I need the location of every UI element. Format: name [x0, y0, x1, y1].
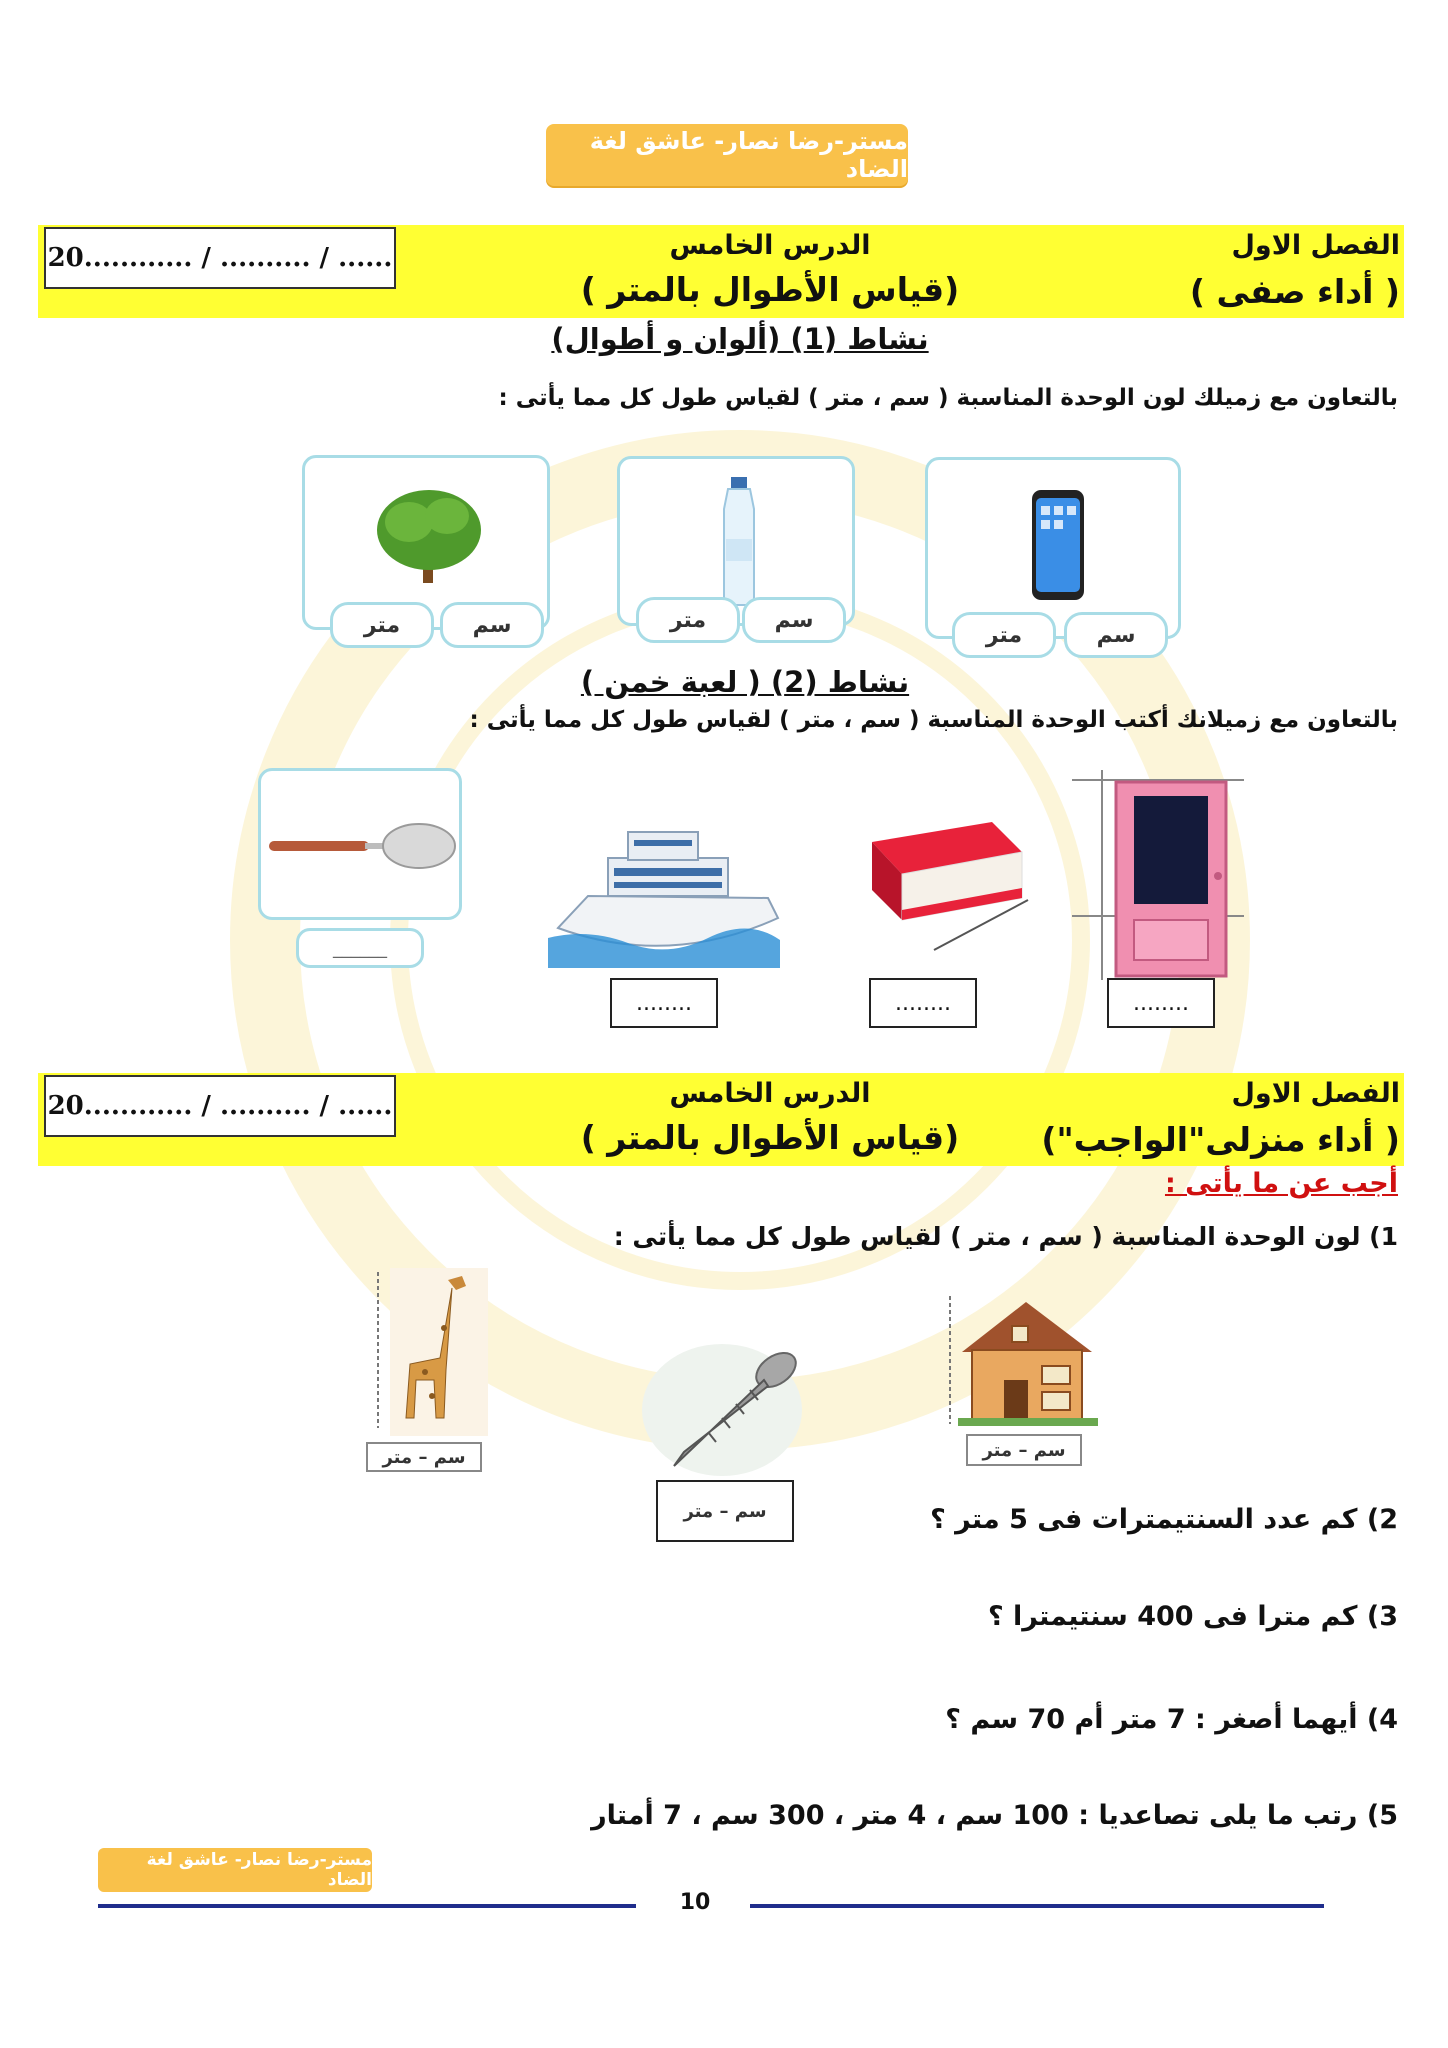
- phone-option-cm[interactable]: سم: [1064, 612, 1168, 658]
- house-unit-label[interactable]: سم – متر: [966, 1434, 1082, 1466]
- tree-option-meter[interactable]: متر: [330, 602, 434, 648]
- homework-type: ( أداء منزلى"الواجب"): [1041, 1120, 1400, 1159]
- house-icon: [942, 1296, 1098, 1426]
- door-answer-box[interactable]: ........: [1107, 978, 1215, 1028]
- door-icon: [1072, 770, 1244, 980]
- ship-icon: [548, 818, 780, 968]
- bottle-option-cm[interactable]: سم: [742, 597, 846, 643]
- homework-lesson: الدرس الخامس: [669, 1078, 871, 1109]
- question-5: 5) رتب ما يلى تصاعديا : 100 سم ، 4 متر ، 300 سم ، 7 أمتار: [591, 1800, 1398, 1831]
- author-badge: مستر-رضا نصار- عاشق لغة الضاد: [546, 124, 908, 186]
- spoon-card: [258, 768, 462, 920]
- screw-icon: [640, 1340, 804, 1480]
- phone-option-meter[interactable]: متر: [952, 612, 1056, 658]
- activity2-instruction: بالتعاون مع زميلانك أكتب الوحدة المناسبة ( سم ، متر ) لقياس طول كل مما يأتى :: [469, 707, 1398, 733]
- giraffe-unit-label[interactable]: سم – متر: [366, 1442, 482, 1472]
- activity2-title: نشاط (2) ( لعبة خمن ): [580, 665, 910, 699]
- book-answer-box[interactable]: ........: [869, 978, 977, 1028]
- classwork-lesson: الدرس الخامس: [669, 230, 871, 261]
- footer-line-left: [98, 1904, 636, 1908]
- ship-answer-box[interactable]: ........: [610, 978, 718, 1028]
- spoon-icon: [261, 771, 465, 923]
- question-1: 1) لون الوحدة المناسبة ( سم ، متر ) لقياس طول كل مما يأتى :: [613, 1222, 1398, 1251]
- bottle-option-meter[interactable]: متر: [636, 597, 740, 643]
- question-2: 2) كم عدد السنتيمترات فى 5 متر ؟: [930, 1504, 1398, 1535]
- page-number: 10: [679, 1890, 711, 1915]
- question-3: 3) كم مترا فى 400 سنتيمترا ؟: [987, 1601, 1398, 1632]
- classwork-date-box: 20............ / .......... / ......: [44, 227, 396, 289]
- spoon-answer-field[interactable]: ______: [296, 928, 424, 968]
- question-4: 4) أيهما أصغر : 7 متر أم 70 سم ؟: [945, 1704, 1398, 1735]
- answer-prompt: أجب عن ما يأتى :: [1164, 1168, 1398, 1199]
- giraffe-icon: [370, 1268, 488, 1436]
- homework-lesson-title: (قياس الأطوال بالمتر ): [580, 1118, 960, 1157]
- classwork-chapter: الفصل الاول: [1231, 230, 1400, 261]
- activity1-instruction: بالتعاون مع زميلك لون الوحدة المناسبة ( سم ، متر ) لقياس طول كل مما يأتى :: [498, 385, 1398, 411]
- footer-author-badge: مستر-رضا نصار- عاشق لغة الضاد: [98, 1848, 372, 1892]
- footer-line-right: [750, 1904, 1324, 1908]
- book-icon: [842, 812, 1032, 962]
- classwork-lesson-title: (قياس الأطوال بالمتر ): [580, 270, 960, 309]
- tree-option-cm[interactable]: سم: [440, 602, 544, 648]
- homework-chapter: الفصل الاول: [1231, 1078, 1400, 1109]
- classwork-type: ( أداء صفى ): [1189, 272, 1400, 311]
- screw-unit-label[interactable]: سم – متر: [656, 1480, 794, 1542]
- activity1-title: نشاط (1) (ألوان و أطوال): [551, 322, 929, 356]
- homework-date-box: 20............ / .......... / ......: [44, 1075, 396, 1137]
